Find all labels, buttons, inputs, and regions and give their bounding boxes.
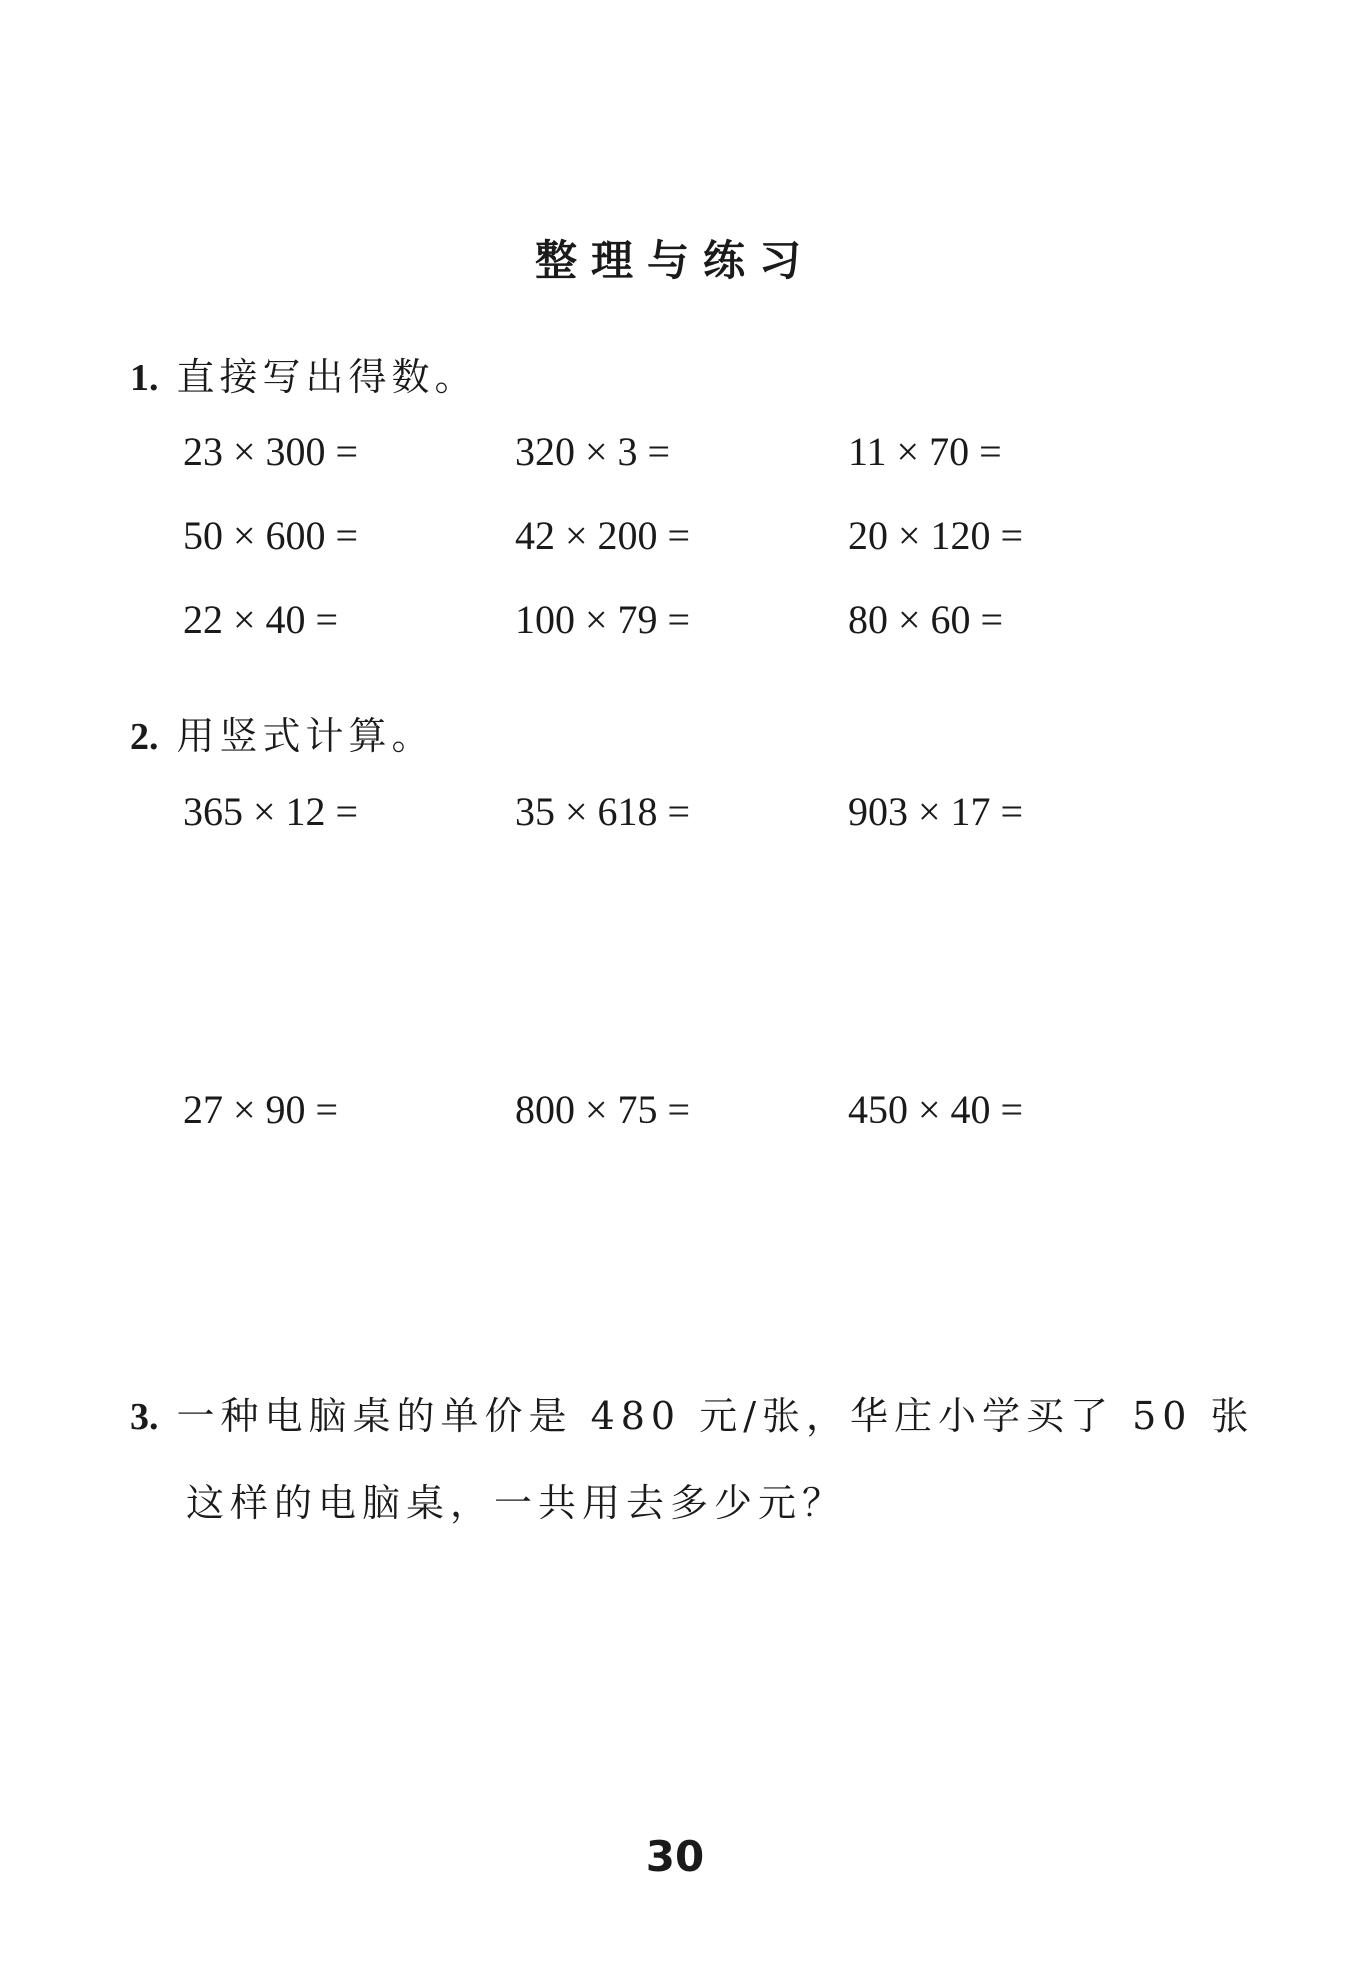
problem-2-5: 800 × 75 = xyxy=(515,1087,691,1132)
problem-1-7: 22 × 40 = xyxy=(183,597,339,642)
problem-2-1: 365 × 12 = xyxy=(183,789,359,834)
problem-2-4: 27 × 90 = xyxy=(183,1087,339,1132)
problem-1-6: 20 × 120 = xyxy=(848,513,1024,558)
problem-1-5: 42 × 200 = xyxy=(515,513,691,558)
section-3-question-line-1: 一种电脑桌的单价是 480 元/张，华庄小学买了 50 张 xyxy=(176,1394,1255,1438)
page-number: 30 xyxy=(645,1832,705,1881)
problem-1-3: 11 × 70 = xyxy=(848,429,1002,474)
problem-1-9: 80 × 60 = xyxy=(848,597,1004,642)
section-2-instruction: 用竖式计算。 xyxy=(176,714,435,758)
problem-2-3: 903 × 17 = xyxy=(848,789,1024,834)
problem-1-2: 320 × 3 = xyxy=(515,429,671,474)
section-1-heading xyxy=(130,346,478,401)
section-2-heading xyxy=(130,705,435,760)
problem-1-8: 100 × 79 = xyxy=(515,597,691,642)
section-3-question-line-2: 这样的电脑桌，一共用去多少元？ xyxy=(186,1481,847,1525)
problem-2-6: 450 × 40 = xyxy=(848,1087,1024,1132)
problem-2-2: 35 × 618 = xyxy=(515,789,691,834)
section-2-number: 2. xyxy=(130,716,159,758)
section-3-heading xyxy=(130,1385,1255,1440)
problem-1-1: 23 × 300 = xyxy=(183,429,359,474)
page-title: 整理与练习 xyxy=(534,236,815,285)
problem-1-4: 50 × 600 = xyxy=(183,513,359,558)
section-1-instruction: 直接写出得数。 xyxy=(176,355,478,399)
section-3-number: 3. xyxy=(130,1396,159,1438)
section-1-number: 1. xyxy=(130,357,159,399)
